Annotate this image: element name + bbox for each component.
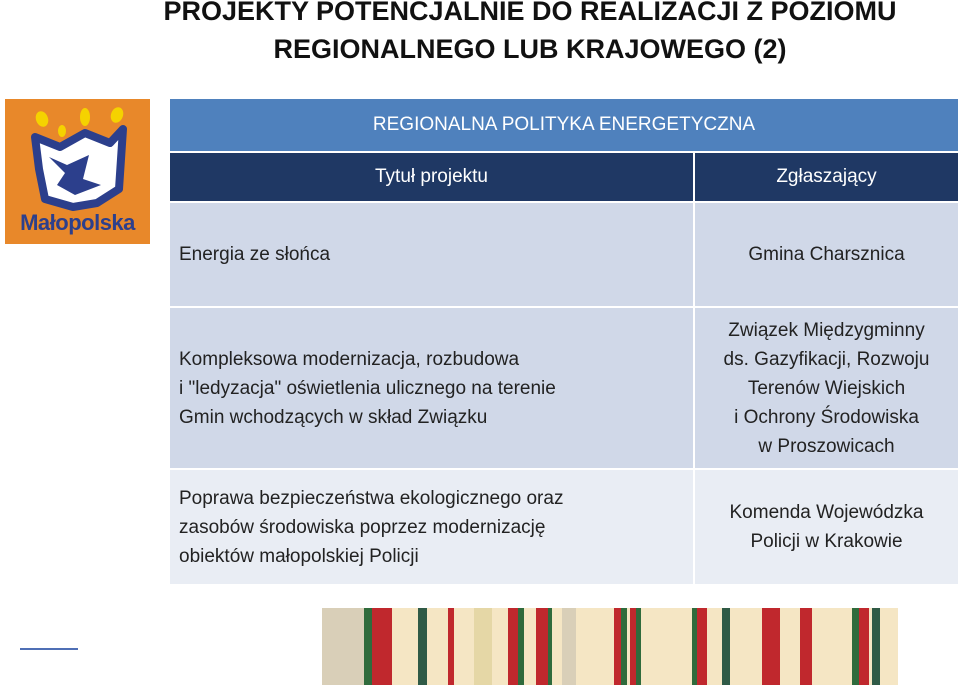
table-row — [170, 203, 958, 308]
project-title-cell: Poprawa bezpieczeństwa ekologicznego oraz zasobów środowiska poprzez modernizację obiektów małopolskiej Policji — [170, 470, 695, 584]
table-row — [170, 470, 958, 586]
footer-divider — [20, 648, 78, 650]
column-header-applicant: Zgłaszający — [776, 166, 877, 187]
crown-icon — [5, 99, 150, 219]
project-title-cell: Energia ze słońca — [170, 203, 695, 306]
page-title-line2: REGIONALNEGO LUB KRAJOWEGO (2) — [273, 34, 787, 64]
section-title: REGIONALNA POLITYKA ENERGETYCZNA — [170, 99, 958, 151]
applicant-cell: Gmina Charsznica — [748, 243, 905, 265]
page-title-line1: PROJEKTY POTENCJALNIE DO REALIZACJI Z POZIOMU — [163, 0, 897, 26]
logo-text: Małopolska — [20, 210, 135, 235]
decorative-stripes — [322, 608, 898, 685]
table-section-header — [170, 99, 958, 153]
table-column-header — [170, 153, 958, 203]
applicant-cell: Komenda Wojewódzka Policji w Krakowie — [729, 502, 924, 552]
page-title — [0, 0, 960, 68]
malopolska-logo — [5, 99, 150, 244]
projects-table — [170, 99, 958, 586]
column-header-title: Tytuł projektu — [170, 153, 695, 201]
applicant-cell: Związek Międzygminny ds. Gazyfikacji, Rozwoju Terenów Wiejskich i Ochrony Środowiska w Proszowicach — [723, 319, 930, 457]
table-row — [170, 308, 958, 470]
project-title-cell: Kompleksowa modernizacja, rozbudowa i "ledyzacja" oświetlenia ulicznego na terenie Gmin wchodzących w skład Związku — [170, 308, 695, 468]
